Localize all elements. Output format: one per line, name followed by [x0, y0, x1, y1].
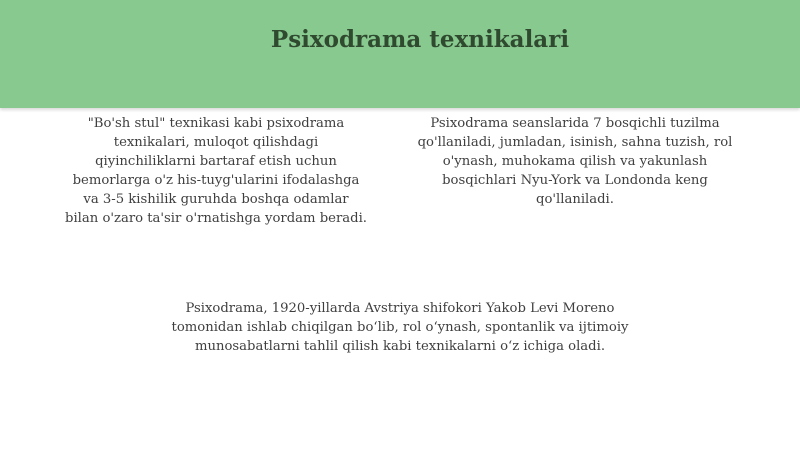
text-block-left: "Bo'sh stul" texnikasi kabi psixodrama texnikalari, muloqot qilishdagi qiyinchiliklarni bartaraf etish uchun bemorlarga o'z his-tuyg'ularini ifodalashga va 3-5 kishilik guruhda boshqa odamlar bilan o'zaro ta'sir o'rnatishga yordam beradi.: [65, 116, 367, 226]
slide-title: Psixodrama texnikalari: [270, 26, 570, 53]
title-band: [0, 0, 800, 108]
text-block-bottom: Psixodrama, 1920-yillarda Avstriya shifokori Yakob Levi Moreno tomonidan ishlab chiqilgan bo‘lib, rol o‘ynash, spontanlik va ijtimoiy munosabatlarni tahlil qilish kabi texnikalarni o‘z ichiga oladi.: [171, 301, 629, 354]
text-block-right: Psixodrama seanslarida 7 bosqichli tuzilma qo'llaniladi, jumladan, isinish, sahna tuzish, rol o'ynash, muhokama qilish va yakunlash bosqichlari Nyu-York va Londonda keng qo'llaniladi.: [417, 116, 733, 207]
